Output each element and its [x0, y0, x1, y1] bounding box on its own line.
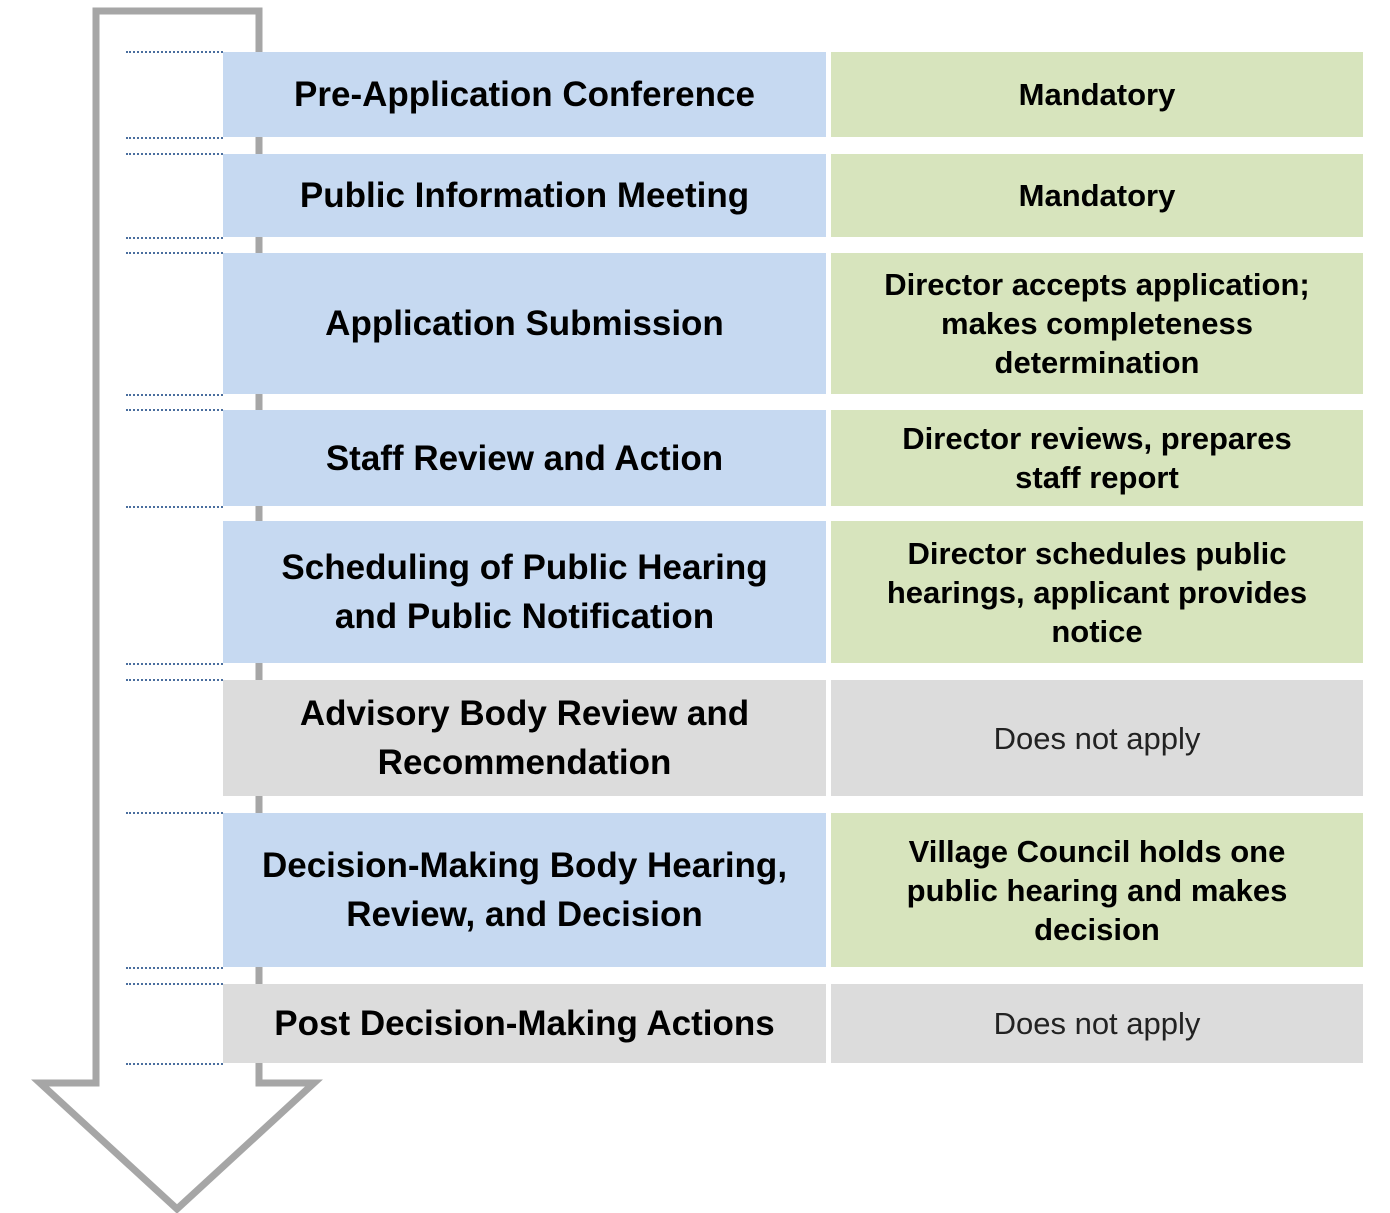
connector-line — [126, 679, 223, 681]
connector-line — [126, 137, 223, 139]
detail-advisory-body-review — [831, 680, 1363, 796]
connector-line — [126, 394, 223, 396]
stage-pre-application-conference — [223, 52, 826, 137]
detail-label: Does not apply — [993, 1006, 1201, 1041]
detail-label: Village Council holds one public hearing and makes decision — [906, 833, 1288, 947]
connector-line — [126, 51, 223, 53]
stage-label: Pre-Application Conference — [294, 75, 755, 114]
detail-application-submission — [831, 253, 1363, 394]
stage-label: Staff Review and Action — [325, 438, 724, 478]
detail-label: Director schedules public hearings, applicant provides notice — [886, 535, 1308, 649]
connector-line — [126, 967, 223, 969]
stage-post-decision-making-actions — [223, 984, 826, 1063]
connector-line — [126, 812, 223, 814]
stage-advisory-body-review — [223, 680, 826, 796]
detail-label: Mandatory — [1018, 178, 1176, 213]
stage-label: Post Decision-Making Actions — [274, 1004, 775, 1043]
connector-line — [126, 506, 223, 508]
stage-application-submission — [223, 253, 826, 394]
connector-line — [126, 252, 223, 254]
detail-post-decision-making-actions — [831, 984, 1363, 1063]
stage-scheduling-public-hearing — [223, 521, 826, 663]
stage-label: Application Submission — [325, 304, 724, 343]
detail-pre-application-conference — [831, 52, 1363, 137]
stage-public-information-meeting — [223, 154, 826, 237]
stage-label: Decision-Making Body Hearing, Review, and Decision — [261, 846, 788, 934]
detail-label: Mandatory — [1018, 77, 1176, 112]
connector-line — [126, 237, 223, 239]
connector-line — [126, 663, 223, 665]
stage-label: Public Information Meeting — [299, 176, 750, 215]
connector-line — [126, 153, 223, 155]
detail-scheduling-public-hearing — [831, 521, 1363, 663]
stage-decision-making-body-hearing — [223, 813, 826, 967]
detail-label: Director reviews, prepares staff report — [902, 421, 1292, 495]
stage-staff-review-and-action — [223, 410, 826, 506]
stage-label: Scheduling of Public Hearing and Public Notification — [281, 548, 768, 636]
detail-staff-review-and-action — [831, 410, 1363, 506]
detail-public-information-meeting — [831, 154, 1363, 237]
connector-line — [126, 1063, 223, 1065]
detail-decision-making-body-hearing — [831, 813, 1363, 967]
detail-label: Does not apply — [993, 720, 1201, 756]
connector-line — [126, 983, 223, 985]
detail-label: Director accepts application; makes completeness determination — [884, 267, 1310, 380]
stage-label: Advisory Body Review and Recommendation — [299, 694, 750, 782]
connector-line — [126, 409, 223, 411]
